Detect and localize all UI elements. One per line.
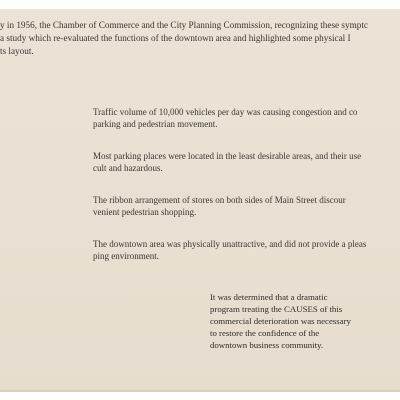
finding-line: parking and pedestrian movement. bbox=[93, 119, 218, 129]
conclusion-line: It was determined that a dramatic bbox=[210, 292, 328, 302]
intro-line: y in 1956, the Chamber of Commerce and the City Planning Commission, recognizing these symptc bbox=[0, 20, 368, 30]
finding-line: venient pedestrian shopping. bbox=[93, 207, 197, 217]
finding-line: The downtown area was physically unattractive, and did not provide a pleas bbox=[93, 239, 367, 249]
conclusion-line: commercial deterioration was necessary bbox=[210, 316, 351, 326]
finding-line: cult and hazardous. bbox=[93, 163, 163, 173]
conclusion-line: downtown business community. bbox=[210, 340, 324, 350]
paper-sheet bbox=[0, 9, 400, 392]
finding-line: ping environment. bbox=[93, 251, 159, 261]
conclusion-line: to restore the confidence of the bbox=[210, 328, 320, 338]
intro-line: a study which re-evaluated the functions of the downtown area and highlighted some physical I bbox=[0, 33, 351, 43]
intro-line: ts layout. bbox=[0, 46, 34, 56]
paper-edge bbox=[0, 390, 400, 392]
finding-line: Traffic volume of 10,000 vehicles per day was causing congestion and co bbox=[93, 107, 358, 117]
conclusion-line: program treating the CAUSES of this bbox=[210, 304, 343, 314]
finding-line: Most parking places were located in the least desirable areas, and their use bbox=[93, 151, 362, 161]
finding-line: The ribbon arrangement of stores on both sides of Main Street discour bbox=[93, 195, 346, 205]
